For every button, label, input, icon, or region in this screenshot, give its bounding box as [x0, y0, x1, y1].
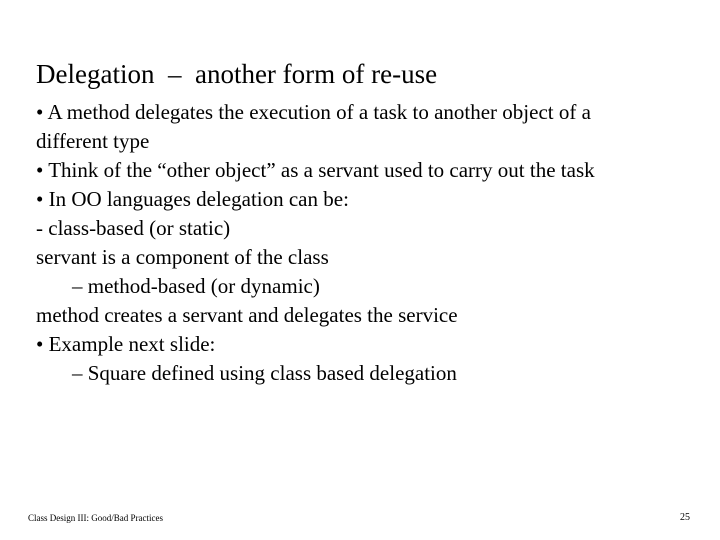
subitem-square-example: – Square defined using class based delegation: [72, 361, 457, 385]
footer-course-title: Class Design III: Good/Bad Practices: [28, 513, 163, 523]
subitem-class-based: - class-based (or static): [36, 216, 231, 240]
slide-body: [36, 98, 696, 388]
subitem-method-based: – method-based (or dynamic): [72, 274, 320, 298]
bullet-delegation-definition-cont: different type: [36, 129, 150, 153]
bullet-oo-languages: • In OO languages delegation can be:: [36, 187, 349, 211]
subitem-class-based-detail: servant is a component of the class: [36, 245, 329, 269]
bullet-delegation-definition: • A method delegates the execution of a task to another object of a: [36, 100, 591, 124]
page-number: 25: [680, 512, 690, 523]
slide-title: Delegation – another form of re-use: [36, 59, 438, 89]
bullet-servant-analogy: • Think of the “other object” as a servant used to carry out the task: [36, 158, 595, 182]
subitem-method-based-detail: method creates a servant and delegates the service: [36, 303, 458, 327]
bullet-example-next: • Example next slide:: [36, 332, 216, 356]
